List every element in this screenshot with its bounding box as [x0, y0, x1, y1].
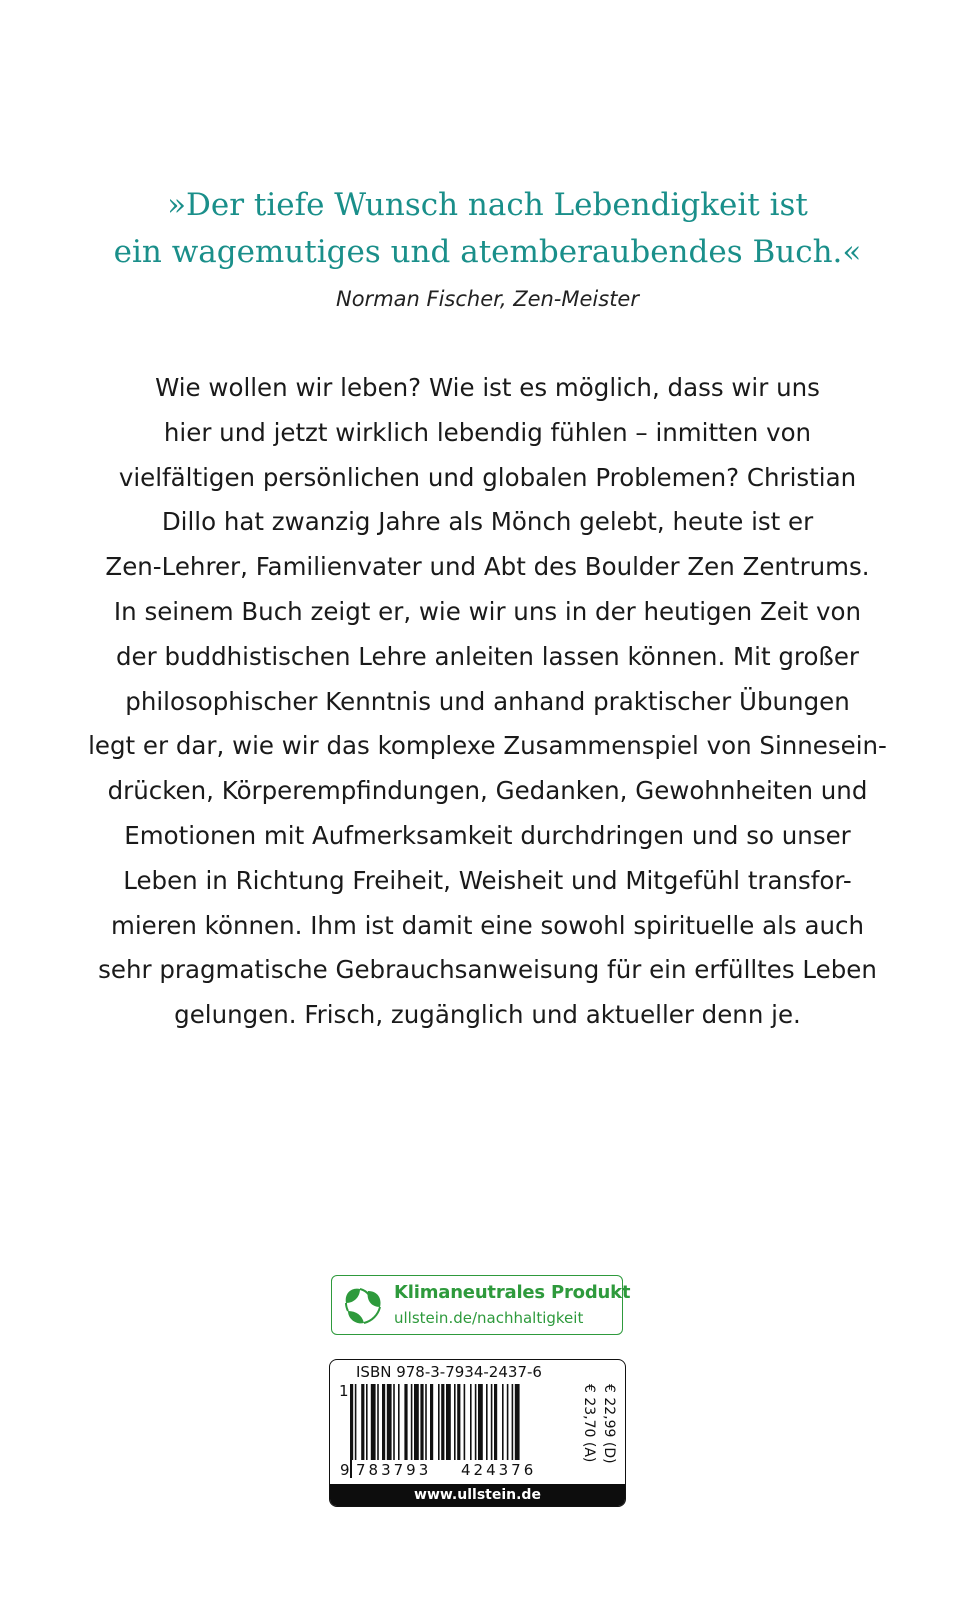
quote	[0, 182, 975, 276]
barcode-bar	[425, 1384, 427, 1460]
barcode-bar	[486, 1384, 488, 1460]
blurb-line: Zen-Lehrer, Familienvater und Abt des Boulder Zen Zentrums.	[105, 552, 870, 582]
barcode-digits-left: 783793	[356, 1461, 432, 1479]
blurb-line: drücken, Körperempfindungen, Gedanken, Gewohnheiten und	[107, 776, 868, 806]
barcode-bar	[404, 1384, 407, 1460]
barcode-bar	[502, 1384, 504, 1460]
blurb-line: Wie wollen wir leben? Wie ist es möglich, dass wir uns	[155, 373, 820, 402]
barcode-bar	[441, 1384, 444, 1460]
barcode-bar	[414, 1384, 419, 1460]
barcode-bar	[512, 1384, 514, 1460]
blurb-line: philosophischer Kenntnis und anhand praktischer Übungen	[125, 686, 850, 716]
barcode-bar	[361, 1384, 364, 1460]
blurb-text	[0, 366, 975, 1038]
climate-badge-title: Klimaneutrales Produkt	[394, 1282, 631, 1303]
blurb-line: vielfältigen persönlichen und globalen Problemen? Christian	[118, 462, 857, 492]
barcode-addon-digit: 1	[339, 1382, 349, 1400]
isbn-label: ISBN 978-3-7934-2437-6	[356, 1363, 542, 1381]
blurb-line: mieren können. Ihm ist damit eine sowohl spirituelle als auch	[111, 910, 864, 940]
barcode-bar	[464, 1384, 466, 1460]
barcode-bar	[420, 1384, 423, 1460]
blurb-line: der buddhistischen Lehre anleiten lassen können. Mit großer	[115, 641, 860, 671]
barcode-bar	[470, 1384, 472, 1460]
barcode-bar	[387, 1384, 392, 1460]
blurb-line: sehr pragmatische Gebrauchsanweisung für ein erfülltes Leben	[98, 955, 877, 985]
blurb-line: gelungen. Frisch, zugänglich und aktueller denn je.	[174, 1000, 801, 1030]
barcode-bar	[446, 1384, 451, 1460]
blurb-line: Emotionen mit Aufmerksamkeit durchdringen und so unser	[124, 820, 851, 850]
barcode-bar	[377, 1384, 379, 1460]
barcode-bar	[491, 1384, 493, 1460]
barcode-bar	[457, 1384, 460, 1460]
barcode-box	[329, 1359, 626, 1507]
barcode-bar	[398, 1384, 400, 1460]
quote-attribution: Norman Fischer, Zen-Meister	[336, 287, 639, 311]
barcode-bar	[454, 1384, 456, 1460]
climate-neutral-badge	[331, 1275, 631, 1335]
barcode-lead-digit: 9	[340, 1461, 350, 1479]
blurb-line: hier und jetzt wirklich lebendig fühlen – inmitten von	[163, 417, 812, 447]
price-austria: € 23,70 (A)	[581, 1384, 597, 1463]
quote-line-2: ein wagemutiges und atemberaubendes Buch.«	[113, 234, 862, 270]
barcode-bar	[366, 1384, 368, 1460]
blurb-line: Dillo hat zwanzig Jahre als Mönch gelebt, heute ist er	[161, 507, 814, 537]
barcode-bar	[475, 1384, 477, 1460]
climate-badge-url: ullstein.de/nachhaltigkeit	[394, 1309, 584, 1327]
quote-line-1: »Der tiefe Wunsch nach Lebendigkeit ist	[167, 187, 808, 223]
price-germany: € 22,99 (D)	[601, 1384, 617, 1464]
barcode-bar	[478, 1384, 483, 1460]
blurb-line: Leben in Richtung Freiheit, Weisheit und Mitgefühl transfor-	[123, 865, 852, 895]
blurb-line: legt er dar, wie wir das komplexe Zusammenspiel von Sinnesein-	[88, 731, 887, 761]
barcode-digits-right: 424376	[461, 1461, 537, 1479]
barcode-graphic	[330, 1360, 575, 1486]
barcode-bar	[371, 1384, 376, 1460]
barcode-bar	[382, 1384, 385, 1460]
leaf-recycle-icon	[338, 1281, 386, 1329]
barcode-bar	[411, 1384, 413, 1460]
publisher-website: www.ullstein.de	[330, 1484, 625, 1506]
barcode-bar	[393, 1384, 395, 1460]
price-block	[575, 1384, 625, 1474]
blurb-line: In seinem Buch zeigt er, wie wir uns in der heutigen Zeit von	[113, 596, 862, 626]
barcode-bar	[507, 1384, 509, 1460]
barcode-bar	[494, 1384, 497, 1460]
